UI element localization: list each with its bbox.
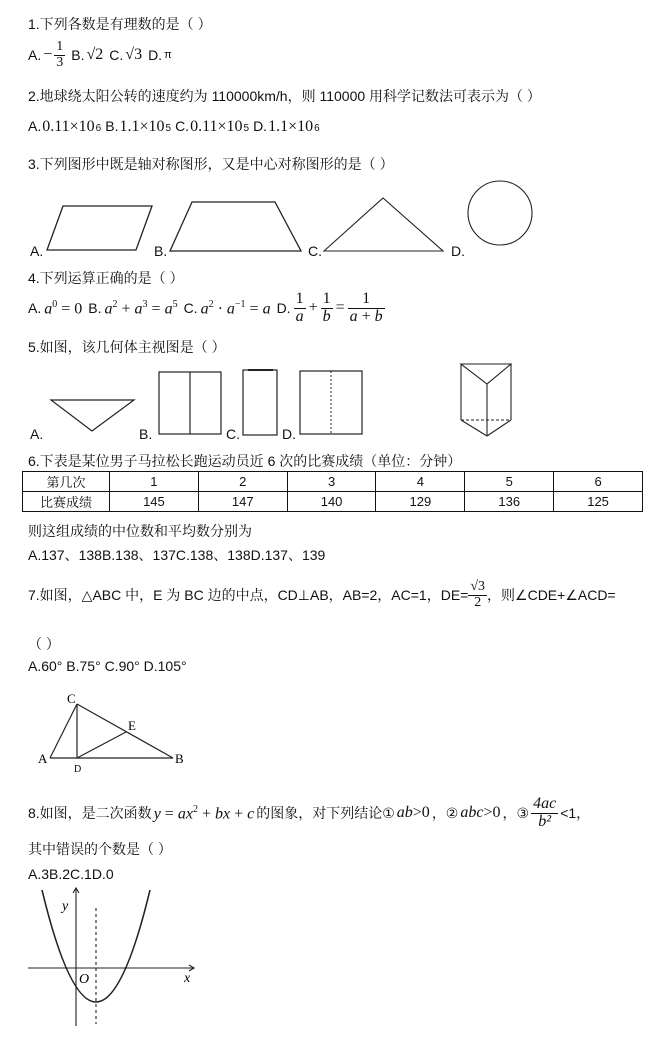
view-tall-rect: [243, 370, 277, 435]
q3-figures: [0, 180, 658, 262]
q3-stem: 3.下列图形中既是轴对称图形，又是中心对称图形的是（ ）: [28, 156, 394, 172]
prism-solid: [461, 364, 511, 436]
q8-stem-tail: <1，: [560, 805, 591, 822]
q1-option-a-label: A.: [28, 47, 42, 64]
q1-frac-den: 3: [56, 54, 64, 70]
q8-stem-text: 8.如图，是二次函数: [28, 805, 152, 822]
q2-option-d-exp: 6: [314, 123, 320, 134]
q6-question: 则这组成绩的中位数和平均数分别为: [28, 523, 252, 539]
table-cell: 2: [198, 472, 287, 492]
q4-option-a-label: A.: [28, 300, 42, 317]
q1-minus: −: [43, 46, 53, 64]
trapezoid-shape: [170, 202, 301, 251]
q2-option-b-exp: 5: [165, 123, 172, 134]
q7-paren: （ ）: [28, 636, 60, 652]
q7-stem: [28, 580, 616, 610]
q5-stem: 5.如图，该几何体主视图是（ ）: [28, 339, 226, 355]
q2-option-a-value: 0.11×10: [42, 118, 95, 135]
table-header-cell: 比赛成绩: [23, 492, 110, 512]
q2-stem: 2.地球绕太阳公转的速度约为 110000km/h，则 110000 用科学记数法可表示为（ ）: [28, 88, 541, 104]
q2-option-c-label: C.: [175, 118, 190, 134]
q7-frac-den: 2: [474, 594, 482, 610]
table-cell: 6: [554, 472, 643, 492]
table-header-cell: 第几次: [23, 472, 110, 492]
q1-sqrt3: √3: [125, 46, 143, 64]
circle-shape: [468, 181, 532, 245]
q2-option-b-value: 1.1×10: [119, 118, 165, 135]
q1-stem: 1.下列各数是有理数的是（ ）: [28, 16, 212, 32]
origin-label: O: [79, 972, 90, 987]
q1-option-c-label: C.: [109, 47, 124, 64]
q4-option-c-label: C.: [183, 300, 198, 317]
q4-option-b-expr: $a^2 + a^3 = a^5$: [104, 298, 178, 317]
score-table: [22, 471, 643, 512]
q8-parabola-figure: [24, 884, 204, 1034]
q8-stem-sep1: ，②: [431, 805, 459, 822]
table-cell: 4: [376, 472, 465, 492]
q8-function-expr: $y = ax^2$ + bx + c: [153, 803, 255, 822]
q3-label-b: B.: [154, 243, 168, 259]
table-cell: 145: [110, 492, 199, 512]
point-d-label: D: [74, 764, 82, 775]
q4-option-c-expr: $a^2 \cdot a^{-1} = a$: [200, 298, 271, 317]
parallelogram-shape: [47, 206, 152, 250]
table-cell: 3: [287, 472, 376, 492]
q2-option-a-label: A.: [28, 118, 42, 134]
q2-option-c-value: 0.11×10: [190, 118, 243, 135]
triangle-shape: [324, 198, 443, 251]
q7-stem-text: 7.如图，△ABC 中，E 为 BC 边的中点，CD⊥AB，AB=2，AC=1，DE=: [28, 587, 469, 604]
q2-option-d-value: 1.1×10: [268, 118, 314, 135]
point-e-label: E: [128, 718, 136, 733]
q8-stem-sep2: ，③: [502, 805, 530, 822]
q7-options: A.60° B.75° C.90° D.105°: [28, 658, 187, 674]
y-axis-label: y: [62, 899, 69, 914]
q4-option-b-label: B.: [88, 300, 102, 317]
table-cell: 125: [554, 492, 643, 512]
q1-fraction: [54, 40, 65, 70]
q2-option-a-exp: 6: [95, 123, 102, 134]
q5-label-a: A.: [30, 426, 44, 442]
q1-pi: π: [164, 49, 172, 62]
q8-frac-den: b²: [538, 812, 552, 830]
point-b-label: B: [175, 751, 184, 766]
q4-option-d-expr: $\frac{1}{a}$ + $\frac{1}{b}$ = $\frac{1}{a + b}$: [295, 290, 383, 325]
q2-option-d-label: D.: [253, 118, 268, 134]
q4-option-d-label: D.: [276, 300, 291, 317]
q8-frac-num: 4ac: [533, 795, 557, 812]
q1-sqrt2: √2: [86, 46, 104, 64]
q8-line2: 其中错误的个数是（ ）: [28, 841, 172, 857]
q1-option-d-label: D.: [148, 47, 163, 64]
q6-stem: 6.下表是某位男子马拉松长跑运动员近 6 次的比赛成绩（单位：分钟）: [28, 453, 462, 469]
q8-options: A.3B.2C.1D.0: [28, 866, 114, 882]
q5-label-b: B.: [139, 426, 153, 442]
q5-figures: [0, 360, 658, 442]
table-cell: 140: [287, 492, 376, 512]
q5-label-d: D.: [282, 426, 296, 442]
q7-stem-tail: ，则∠CDE+∠ACD=: [487, 587, 616, 604]
q7-fraction: [468, 580, 487, 610]
table-cell: 1: [110, 472, 199, 492]
q8-conclusion-1: ab>0: [396, 804, 430, 822]
q5-label-c: C.: [226, 426, 240, 442]
q4-stem: 4.下列运算正确的是（ ）: [28, 270, 184, 286]
q3-label-a: A.: [30, 243, 44, 259]
table-cell: 5: [465, 472, 554, 492]
table-row: [23, 492, 643, 512]
q8-conclusion-2: abc>0: [460, 804, 501, 822]
q8-stem: [28, 796, 590, 831]
q2-option-c-exp: 5: [243, 123, 250, 134]
q1-frac-num: 1: [56, 39, 64, 54]
q6-options: A.137、138B.138、137C.138、138D.137、139: [28, 547, 326, 563]
q8-fraction: [531, 796, 558, 831]
table-row: [23, 472, 643, 492]
q1-option-b-label: B.: [71, 47, 85, 64]
q2-options: [28, 118, 320, 136]
x-axis-label: x: [184, 971, 191, 986]
q3-label-d: D.: [451, 243, 465, 259]
q3-label-c: C.: [308, 243, 322, 259]
table-cell: 147: [198, 492, 287, 512]
q1-options: [28, 40, 172, 70]
q4-options: [28, 291, 385, 326]
table-cell: 129: [376, 492, 465, 512]
q2-option-b-label: B.: [105, 118, 119, 134]
table-cell: 136: [465, 492, 554, 512]
q8-stem-mid: 的图象，对下列结论①: [256, 805, 395, 822]
q7-triangle-figure: [30, 692, 200, 782]
point-a-label: A: [38, 751, 48, 766]
view-triangle: [51, 400, 134, 431]
q7-frac-num: √3: [470, 579, 486, 594]
q4-option-a-expr: $a^0 = 0$: [44, 298, 83, 317]
point-c-label: C: [67, 692, 76, 706]
